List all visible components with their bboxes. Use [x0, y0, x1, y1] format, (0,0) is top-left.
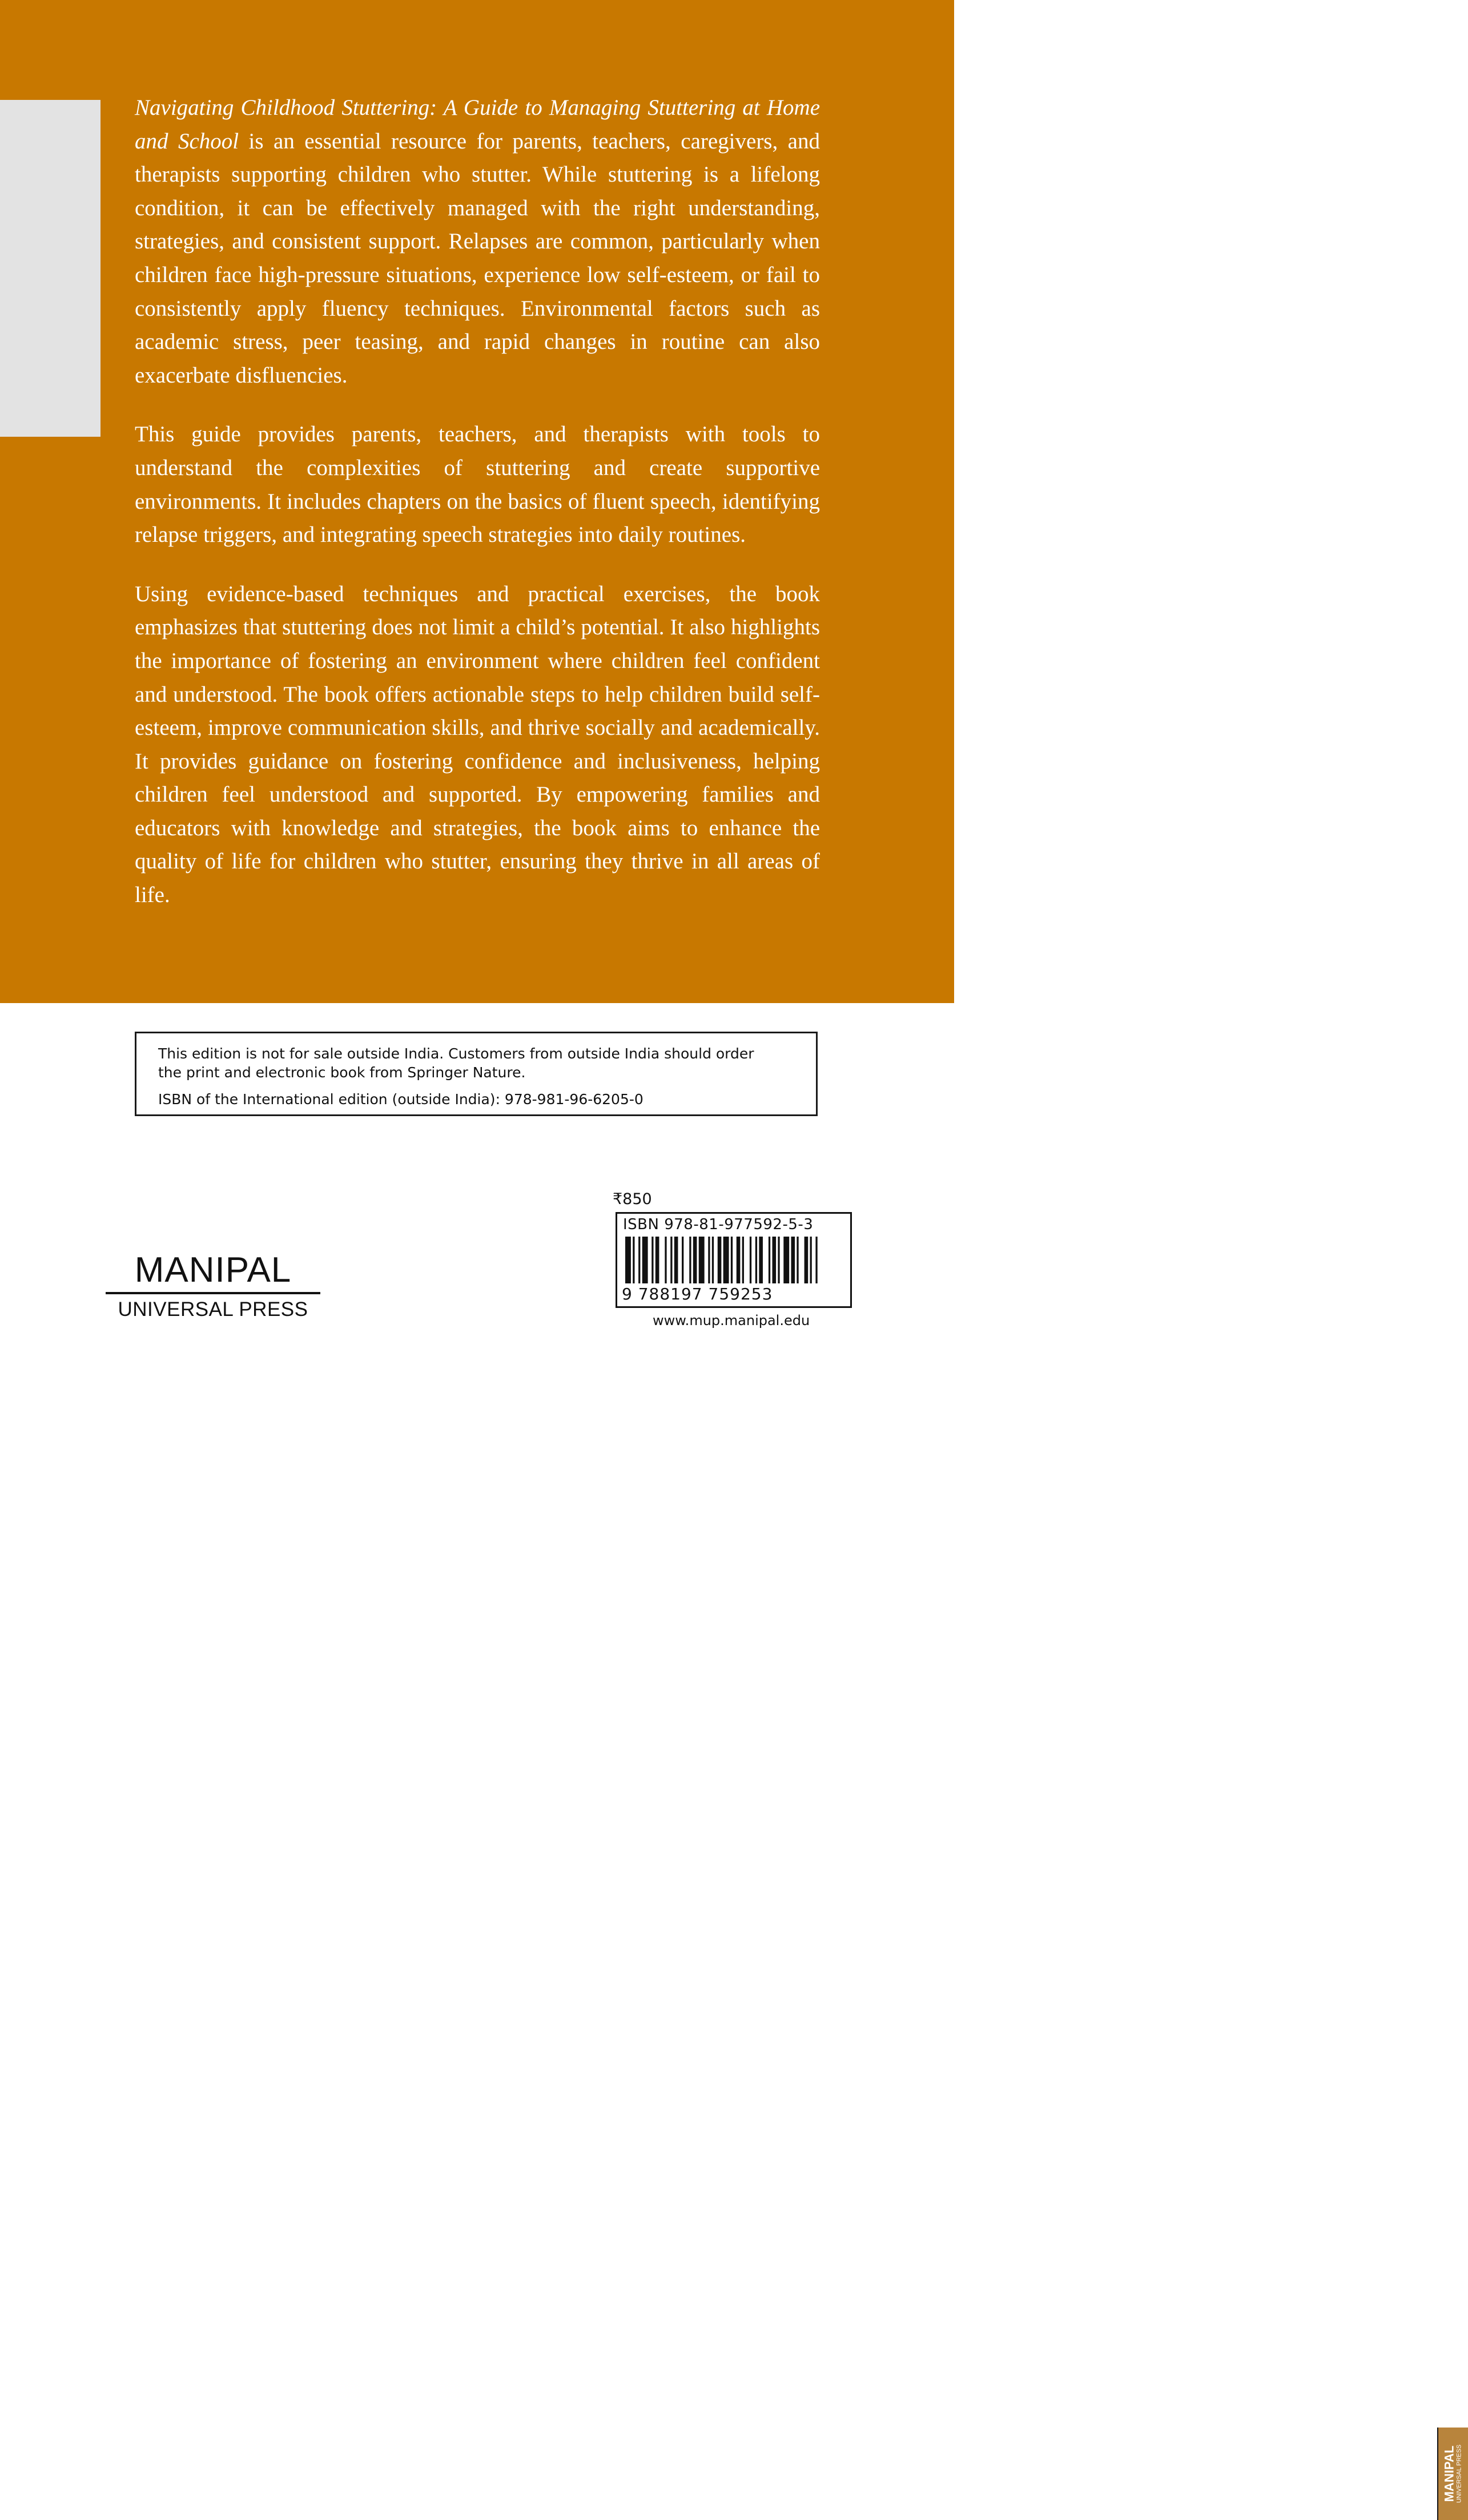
barcode-bar — [670, 1237, 672, 1283]
barcode-bar — [750, 1237, 751, 1283]
barcode-bar — [699, 1237, 705, 1283]
barcode-bar — [693, 1237, 697, 1283]
publisher-name: MANIPAL — [134, 1250, 292, 1290]
barcode-bar — [737, 1237, 741, 1283]
barcode-bar — [797, 1237, 798, 1283]
publisher-subname: UNIVERSAL PRESS — [118, 1298, 308, 1321]
barcode-bar — [769, 1237, 770, 1283]
notice-line-2: the print and electronic book from Springer Nature. — [158, 1064, 526, 1081]
barcode-bar — [742, 1237, 744, 1283]
publisher-url: www.mup.manipal.edu — [653, 1313, 810, 1329]
barcode-bar — [815, 1237, 817, 1283]
barcode-bar — [778, 1237, 779, 1283]
barcode-bar — [731, 1237, 733, 1283]
barcode-bar — [755, 1237, 757, 1283]
barcode-bar — [783, 1237, 789, 1283]
notice-line-1: This edition is not for sale outside India. Customers from outside India should order — [158, 1045, 754, 1062]
international-isbn: ISBN of the International edition (outside India): 978-981-96-6205-0 — [158, 1091, 643, 1108]
barcode-bar — [772, 1237, 776, 1283]
publisher-logo-rule — [106, 1292, 320, 1294]
blurb-text — [135, 91, 820, 912]
barcode-bar — [723, 1237, 729, 1283]
barcode-bar — [689, 1237, 691, 1283]
price-label: ₹850 — [613, 1190, 652, 1208]
side-logo-name: MANIPAL — [1442, 2445, 1457, 2502]
barcode-bar — [810, 1237, 812, 1283]
barcode-bar — [642, 1237, 648, 1283]
barcode-bar — [759, 1237, 763, 1283]
barcode-bar — [708, 1237, 710, 1283]
barcode-bar — [655, 1237, 659, 1283]
barcode-bar — [633, 1237, 634, 1283]
side-grey-bar — [0, 100, 100, 437]
barcode-bar — [791, 1237, 795, 1283]
side-logo-subname: UNIVERSAL PRESS — [1455, 2444, 1463, 2503]
isbn-label: ISBN 978-81-977592-5-3 — [623, 1216, 814, 1233]
barcode-bar — [638, 1237, 640, 1283]
barcode-bar — [805, 1237, 809, 1283]
blurb-paragraph-2: This guide provides parents, teachers, and therapists with tools to understand the complexities of stuttering and create supportive environments. It includes chapters on the basics of fluent speech, identifying relapse triggers, and integrating speech strategies into daily routines. — [135, 422, 820, 548]
blurb-paragraph-1 — [135, 91, 820, 392]
blurb-paragraph-1-text: is an essential resource for parents, teachers, caregivers, and therapists supporting children who stutter. While stuttering is a lifelong condition, it can be effectively managed with the right understanding, strategies, and consistent support. Relapses are common, particularly when children face high-pressure situations, experience low self-esteem, or fail to consistently apply fluency techniques. Environmental factors such as academic stress, peer teasing, and rapid changes in routine can also exacerbate disfluencies. — [135, 128, 820, 388]
barcode-bar — [625, 1237, 631, 1283]
sale-notice-box — [135, 1032, 818, 1116]
barcode-bar — [674, 1237, 678, 1283]
barcode-icon — [625, 1237, 819, 1283]
barcode-bar — [712, 1237, 714, 1283]
barcode-digits: 9 788197 759253 — [622, 1285, 773, 1303]
blurb-paragraph-3: Using evidence-based techniques and practical exercises, the book emphasizes that stuttering does not limit a child’s potential. It also highlights the importance of fostering an environment where children feel confident and understood. The book offers actionable steps to help children build self-esteem, improve communication skills, and thrive socially and academically. It provides guidance on fostering confidence and inclusiveness, helping children feel understood and supported. By empowering families and educators with knowledge and strategies, the book aims to enhance the quality of life for children who stutter, ensuring they thrive in all areas of life. — [135, 581, 820, 908]
publisher-side-logo — [1437, 2428, 1468, 2520]
barcode-bar — [718, 1237, 722, 1283]
publisher-logo — [106, 1252, 320, 1321]
book-title-italic: Navigating Childhood Stuttering: A Guide to Managing Stuttering at Home and School — [135, 95, 820, 154]
barcode-bar — [651, 1237, 653, 1283]
barcode-bar — [682, 1237, 683, 1283]
barcode-bar — [665, 1237, 666, 1283]
